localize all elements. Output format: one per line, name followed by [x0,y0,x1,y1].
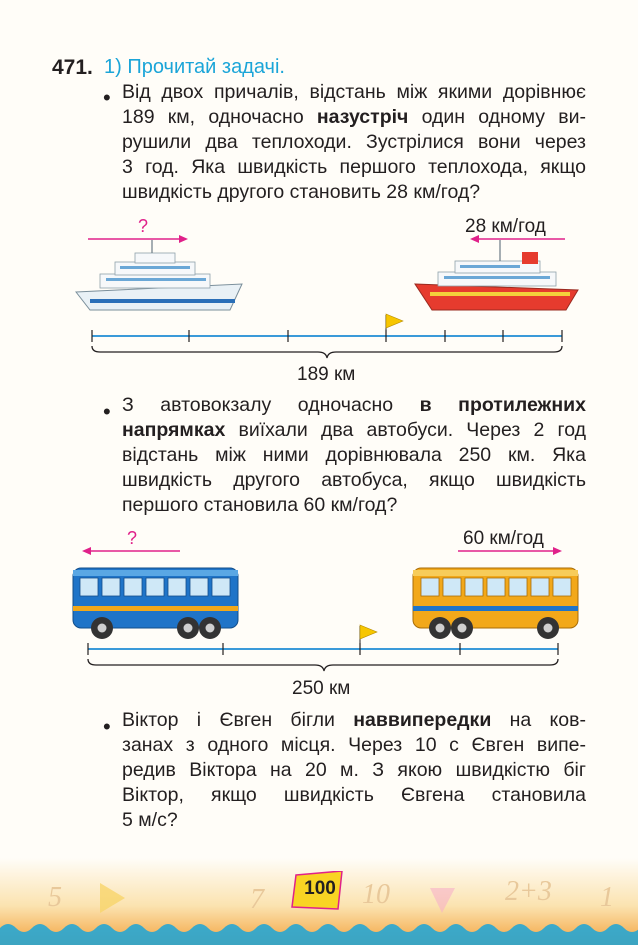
flag-icon [360,625,377,639]
decor-digit: 1 [600,882,614,913]
distance-label-1: 189 км [297,364,356,382]
decor-digit: 5 [48,882,62,913]
text-line: швидкість другого становить 28 км/год? [122,181,481,203]
text-line: редив Віктора на 20 м. З якою швидкістю біг [122,759,586,781]
text-line: Від двох причалів, відстань між якими дорівнює [122,81,586,103]
decor-digit: 10 [362,879,390,910]
ship2-speed-label: 28 км/год [465,216,546,237]
text-line: Віктор, якщо швидкість Євгена становила [122,784,586,806]
flag-icon [386,314,403,328]
emphasis: назустріч [316,106,409,128]
bullet-dot: • [103,714,111,739]
bullet-dot: • [103,399,111,424]
blue-bus-icon [73,568,238,639]
white-ship-icon [76,240,242,310]
page-number: 100 [304,878,336,899]
task-instruction: 1) Прочитай задачі. [104,56,285,78]
red-ship-icon [415,240,578,310]
brace-2 [88,659,558,671]
text-line: З автовокзалу одночасно в протилежних [122,394,586,416]
text-line: першого становила 60 км/год? [122,494,398,516]
emphasis: напрямках [122,419,226,441]
distance-line-2 [88,625,558,671]
bullet-dot: • [103,85,111,110]
problem2-text [122,393,586,518]
unknown-speed-mark: ? [127,528,138,548]
text-line: рушили два теплоходи. Зустрілися вони через [122,131,586,153]
yellow-bus-icon [413,568,578,639]
unknown-speed-mark: ? [138,216,149,236]
ships-diagram [60,212,590,382]
text-line: швидкість другого автобуса, якщо швидкість [122,469,586,491]
emphasis: в протилежних [419,394,586,416]
left-arrow-left [82,547,180,555]
problem3-text [122,708,586,833]
decor-digit: 2+3 [505,876,552,907]
task-number: 471. [52,56,93,79]
text-line: 3 год. Яка швидкість першого теплохода, якщо [122,156,586,178]
buses-diagram [70,524,590,702]
distance-line-1 [92,314,562,358]
text-line: відстань між ними дорівнювала 250 км. Яка [122,444,586,466]
text-line: занах з одного місця. Через 10 с Євген випе- [122,734,586,756]
bus2-speed-label: 60 км/год [463,528,544,549]
text-line: напрямках виїхали два автобуси. Через 2 год [122,419,586,441]
brace-1 [92,346,562,358]
distance-label-2: 250 км [292,678,351,699]
text-line: Віктор і Євген бігли наввипередки на ков- [122,709,587,731]
problem1-text [122,80,586,205]
decor-digit: 7 [250,884,264,915]
emphasis: наввипередки [353,709,492,731]
text-line: 5 м/с? [122,809,178,831]
left-arrow-right [88,235,188,243]
text-line: 189 км, одночасно назустріч один одному ви- [122,106,586,128]
